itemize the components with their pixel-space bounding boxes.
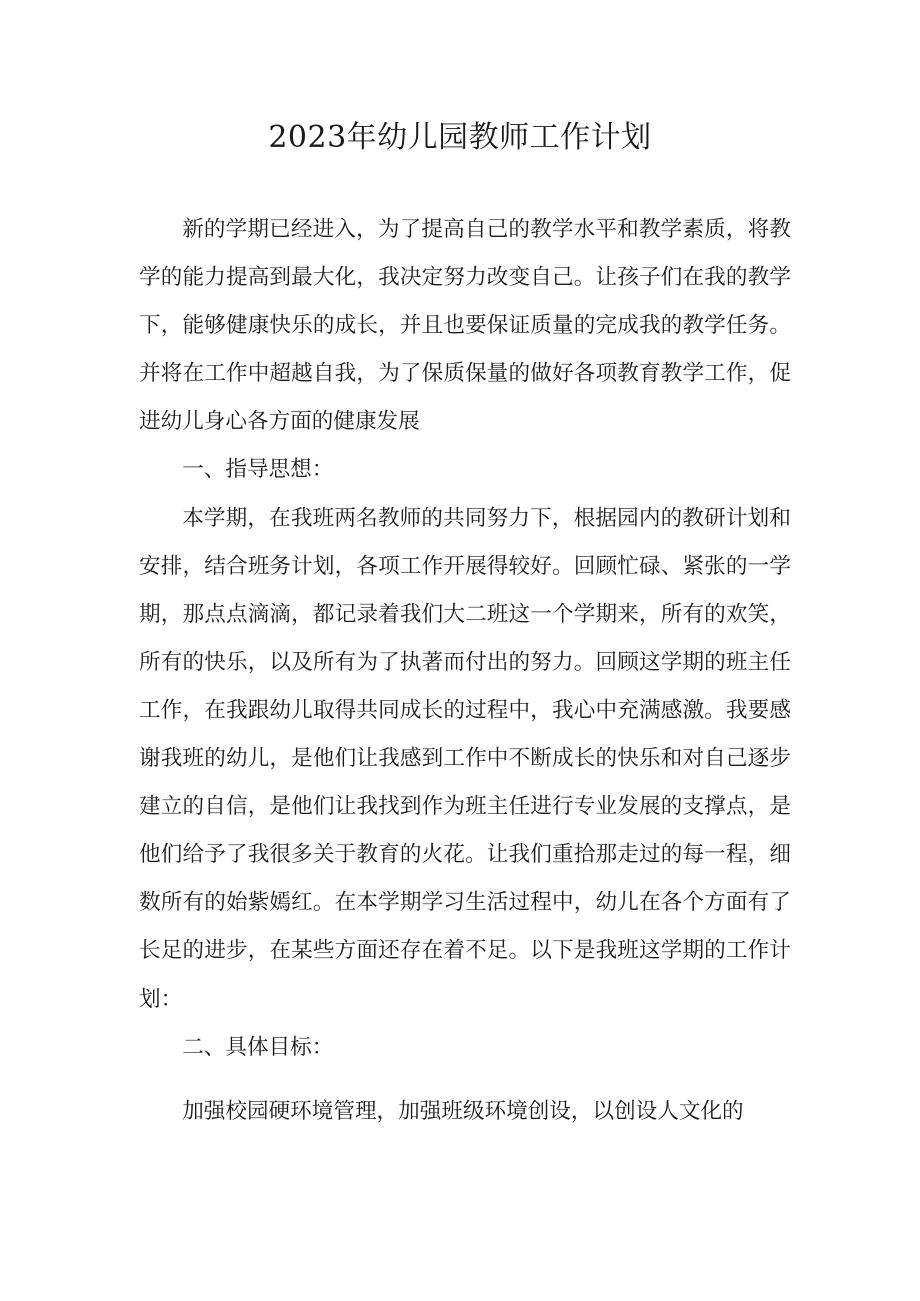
guiding-ideology-paragraph: 本学期，在我班两名教师的共同努力下，根据园内的教研计划和安排，结合班务计划，各项工作开展得较好。回顾忙碌、紧张的一学期，那点点滴滴，都记录着我们大二班这一个学期来，所有的欢笑，所有的快乐，以及所有为了执著而付出的努力。回顾这学期的班主任工作，在我跟幼儿取得共同成长的过程中，我心中充满感激。我要感谢我班的幼儿，是他们让我感到工作中不断成长的快乐和对自己逐步建立的自信，是他们让我找到作为班主任进行专业发展的支撑点，是他们给予了我很多关于教育的火花。让我们重拾那走过的每一程，细数所有的始紫嫣红。在本学期学习生活过程中，幼儿在各个方面有了长足的进步，在某些方面还存在着不足。以下是我班这学期的工作计划： [139,505,791,1012]
document-body [139,206,791,1136]
paragraph-gap [139,1072,791,1088]
section-heading-guiding-ideology: 一、指导思想： [182,457,334,483]
specific-goals-paragraph: 加强校园硬环境管理，加强班级环境创设，以创设人文化的 [182,1098,744,1124]
document-title: 2023年幼儿园教师工作计划 [268,120,652,155]
intro-paragraph: 新的学期已经进入，为了提高自己的教学水平和教学素质，将教学的能力提高到最大化，我决定努力改变自己。让孩子们在我的教学下，能够健康快乐的成长，并且也要保证质量的完成我的教学任务。并将在工作中超越自我，为了保质保量的做好各项教育教学工作，促进幼儿身心各方面的健康发展 [139,217,791,435]
section-heading-specific-goals: 二、具体目标： [182,1034,334,1060]
